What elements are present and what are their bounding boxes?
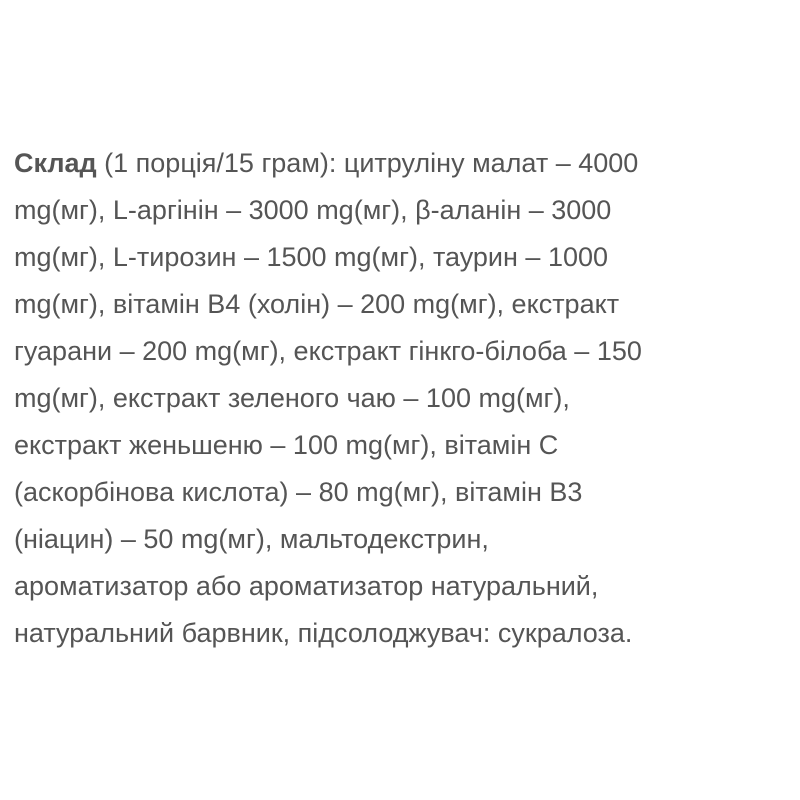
composition-line: гуарани – 200 mg(мг), екстракт гінкго-білоба – 150 xyxy=(14,336,642,366)
composition-line: mg(мг), L-тирозин – 1500 mg(мг), таурин – 1000 xyxy=(14,242,609,272)
composition-line xyxy=(14,140,794,187)
composition-line: натуральний барвник, підсолоджувач: сукралоза. xyxy=(14,618,633,648)
composition-line: (аскорбінова кислота) – 80 mg(мг), вітамін В3 xyxy=(14,477,583,507)
composition-line: mg(мг), вітамін В4 (холін) – 200 mg(мг), екстракт xyxy=(14,289,620,319)
composition-text xyxy=(14,140,794,657)
composition-line-text: (1 порція/15 грам): цитруліну малат – 4000 xyxy=(96,148,639,178)
composition-line: mg(мг), L-аргінін – 3000 mg(мг), β-аланін – 3000 xyxy=(14,195,612,225)
composition-line: mg(мг), екстракт зеленого чаю – 100 mg(мг), xyxy=(14,383,570,413)
composition-line: (ніацин) – 50 mg(мг), мальтодекстрин, xyxy=(14,524,489,554)
composition-label: Склад xyxy=(14,148,97,178)
composition-line: ароматизатор або ароматизатор натуральний, xyxy=(14,571,599,601)
composition-line: екстракт женьшеню – 100 mg(мг), вітамін С xyxy=(14,430,559,460)
